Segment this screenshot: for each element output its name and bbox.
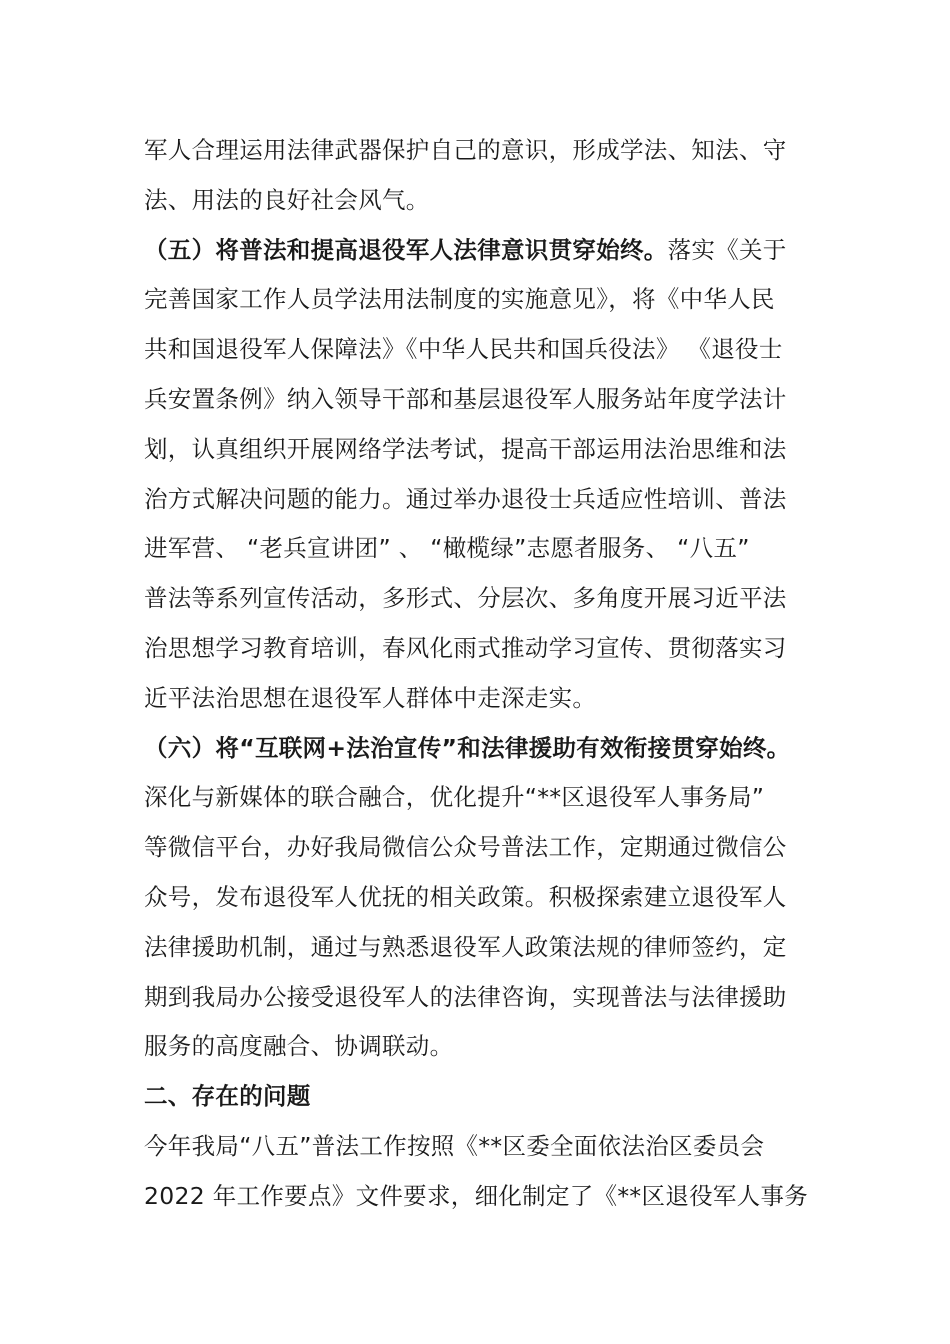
text-segment: 2022 年工作要点》文件要求，细化制定了《**区退役军人事务 xyxy=(144,1181,809,1210)
bold-text-segment: （五）将普法和提高退役军人法律意识贯穿始终。 xyxy=(144,235,668,264)
text-line xyxy=(144,678,824,718)
text-segment: 近平法治思想在退役军人群体中走深走实。 xyxy=(144,683,597,712)
text-line xyxy=(144,429,824,469)
text-line xyxy=(144,927,824,967)
text-segment: 军人合理运用法律武器保护自己的意识，形成学法、知法、守 xyxy=(144,136,787,164)
text-line xyxy=(144,180,824,220)
text-segment: 划，认真组织开展网络学法考试，提高干部运用法治思维和法 xyxy=(144,434,787,463)
text-line xyxy=(144,578,824,618)
text-line xyxy=(144,1176,824,1216)
text-segment: 落实《关于 xyxy=(667,235,787,264)
text-line xyxy=(144,279,824,319)
text-segment: 服务的高度融合、协调联动。 xyxy=(144,1032,454,1061)
text-line xyxy=(144,379,824,419)
text-segment: 兵安置条例》纳入领导干部和基层退役军人服务站年度学法计 xyxy=(144,385,787,413)
text-line xyxy=(144,230,824,270)
text-segment: 完善国家工作人员学法用法制度的实施意见》，将《中华人民 xyxy=(144,285,775,314)
text-line xyxy=(144,1076,824,1116)
text-line xyxy=(144,827,824,867)
text-line xyxy=(144,1026,824,1066)
bold-text-segment: 二、存在的问题 xyxy=(144,1082,311,1111)
text-line xyxy=(144,777,824,817)
text-segment: 期到我局办公接受退役军人的法律咨询，实现普法与法律援助 xyxy=(144,982,787,1011)
text-line xyxy=(144,877,824,917)
text-line xyxy=(144,130,824,170)
text-segment: 今年我局“八五”普法工作按照《**区委全面依法治区委员会 xyxy=(144,1132,765,1160)
text-segment: 治思想学习教育培训，春风化雨式推动学习宣传、贯彻落实习 xyxy=(144,634,787,662)
text-line xyxy=(144,628,824,668)
text-line xyxy=(144,479,824,519)
bold-text-segment: （六）将“互联网+法治宣传”和法律援助有效衔接贯穿始终。 xyxy=(144,733,791,762)
text-line xyxy=(144,728,824,768)
text-segment: 共和国退役军人保障法》《中华人民共和国兵役法》 《退役士 xyxy=(144,335,783,364)
text-segment: 法律援助机制，通过与熟悉退役军人政策法规的律师签约，定 xyxy=(144,932,787,961)
text-segment: 众号，发布退役军人优抚的相关政策。积极探索建立退役军人 xyxy=(144,883,787,911)
text-segment: 深化与新媒体的联合融合，优化提升“**区退役军人事务局” xyxy=(144,783,765,812)
text-segment: 等微信平台，办好我局微信公众号普法工作，定期通过微信公 xyxy=(144,833,787,862)
text-line xyxy=(144,329,824,369)
text-segment: 普法等系列宣传活动，多形式、分层次、多角度开展习近平法 xyxy=(144,584,787,613)
text-line xyxy=(144,1126,824,1166)
text-segment: 进军营、 “老兵宣讲团” 、 “橄榄绿”志愿者服务、 “八五” xyxy=(144,534,750,563)
text-line xyxy=(144,977,824,1017)
text-segment: 法、用法的良好社会风气。 xyxy=(144,185,430,214)
text-segment: 治方式解决问题的能力。通过举办退役士兵适应性培训、普法 xyxy=(144,484,787,513)
text-line xyxy=(144,528,824,568)
